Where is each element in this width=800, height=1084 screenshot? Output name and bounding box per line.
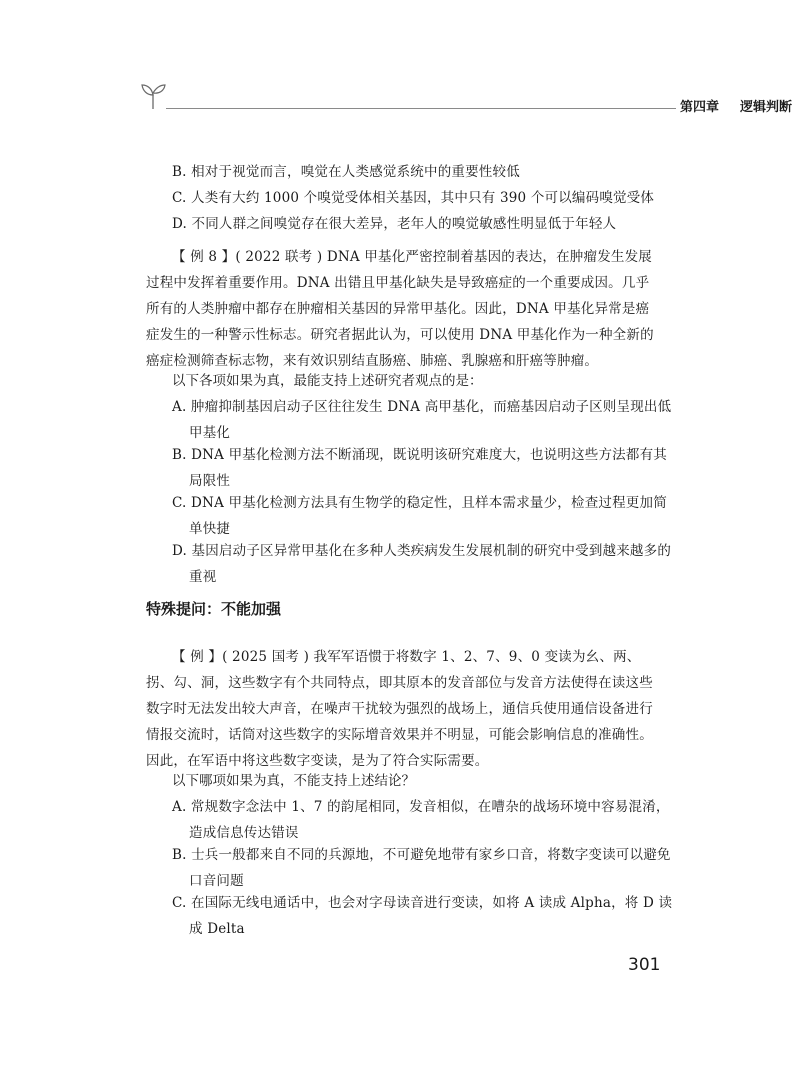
chapter-number: 第四章 — [680, 100, 720, 115]
chapter-title: 逻辑判断 — [740, 100, 793, 115]
example-special-question: 以下哪项如果为真，不能支持上述结论？ — [172, 773, 415, 789]
sprout-icon — [140, 80, 166, 110]
prev-option-b: B. 相对于视觉而言，嗅觉在人类感觉系统中的重要性较低 — [172, 164, 520, 180]
header-rule — [166, 108, 676, 109]
section-heading: 特殊提问：不能加强 — [146, 600, 282, 618]
example-special-option-b: B. 士兵一般都来自不同的兵源地，不可避免地带有家乡口音，将数字变读可以避免口音问题 — [172, 847, 671, 889]
example-special-option-a: A. 常规数字念法中 1、7 的韵尾相同，发音相似，在嘈杂的战场环境中容易混淆，造成信息传达错误 — [172, 799, 670, 841]
example-special-stem: 【 例 】( 2025 国考 ) 我军军语惯于将数字 1、2、7、9、0 变读为幺、两、拐、勾、洞，这些数字有个共同特点，即其原本的发音部位与发音方法使得在读这些数字时无法发出较大声音，在噪声干扰较为强烈的战场上，通信兵使用通信设备进行情报交流时，话筒对这些数字的实际增音效果并不明显，可能会影响信息的准确性。因此，在军语中将这些数字变读，是为了符合实际需要。 — [146, 649, 653, 769]
prev-option-c: C. 人类有大约 1000 个嗅觉受体相关基因，其中只有 390 个可以编码嗅觉受体 — [172, 190, 655, 206]
running-header — [140, 80, 793, 120]
example8-option-a: A. 肿瘤抑制基因启动子区往往发生 DNA 高甲基化，而癌基因启动子区则呈现出低甲基化 — [172, 399, 672, 441]
example-special-option-c: C. 在国际无线电通话中，也会对字母读音进行变读，如将 A 读成 Alpha，将 D 读成 Delta — [172, 895, 673, 937]
example8-question: 以下各项如果为真，最能支持上述研究者观点的是： — [172, 373, 483, 389]
example8-option-c: C. DNA 甲基化检测方法具有生物学的稳定性，且样本需求量少，检查过程更加简单快捷 — [172, 495, 667, 537]
prev-option-d: D. 不同人群之间嗅觉存在很大差异，老年人的嗅觉敏感性明显低于年轻人 — [172, 216, 617, 232]
example8-option-b: B. DNA 甲基化检测方法不断涌现，既说明该研究难度大，也说明这些方法都有其局限性 — [172, 447, 667, 489]
page-number: 301 — [628, 955, 661, 975]
example8-option-d: D. 基因启动子区异常甲基化在多种人类疾病发生发展机制的研究中受到越来越多的重视 — [172, 543, 672, 585]
example8-stem: 【 例 8 】( 2022 联考 ) DNA 甲基化严密控制着基因的表达，在肿瘤发生发展过程中发挥着重要作用。DNA 出错且甲基化缺失是导致癌症的一个重要成因。几乎所有的人类肿瘤中都存在肿瘤相关基因的异常甲基化。因此，DNA 甲基化异常是癌症发生的一种警示性标志。研究者据此认为，可以使用 DNA 甲基化作为一种全新的癌症检测筛查标志物，来有效识别结直肠癌、肺癌、乳腺癌和肝癌等肿瘤。 — [146, 249, 654, 369]
